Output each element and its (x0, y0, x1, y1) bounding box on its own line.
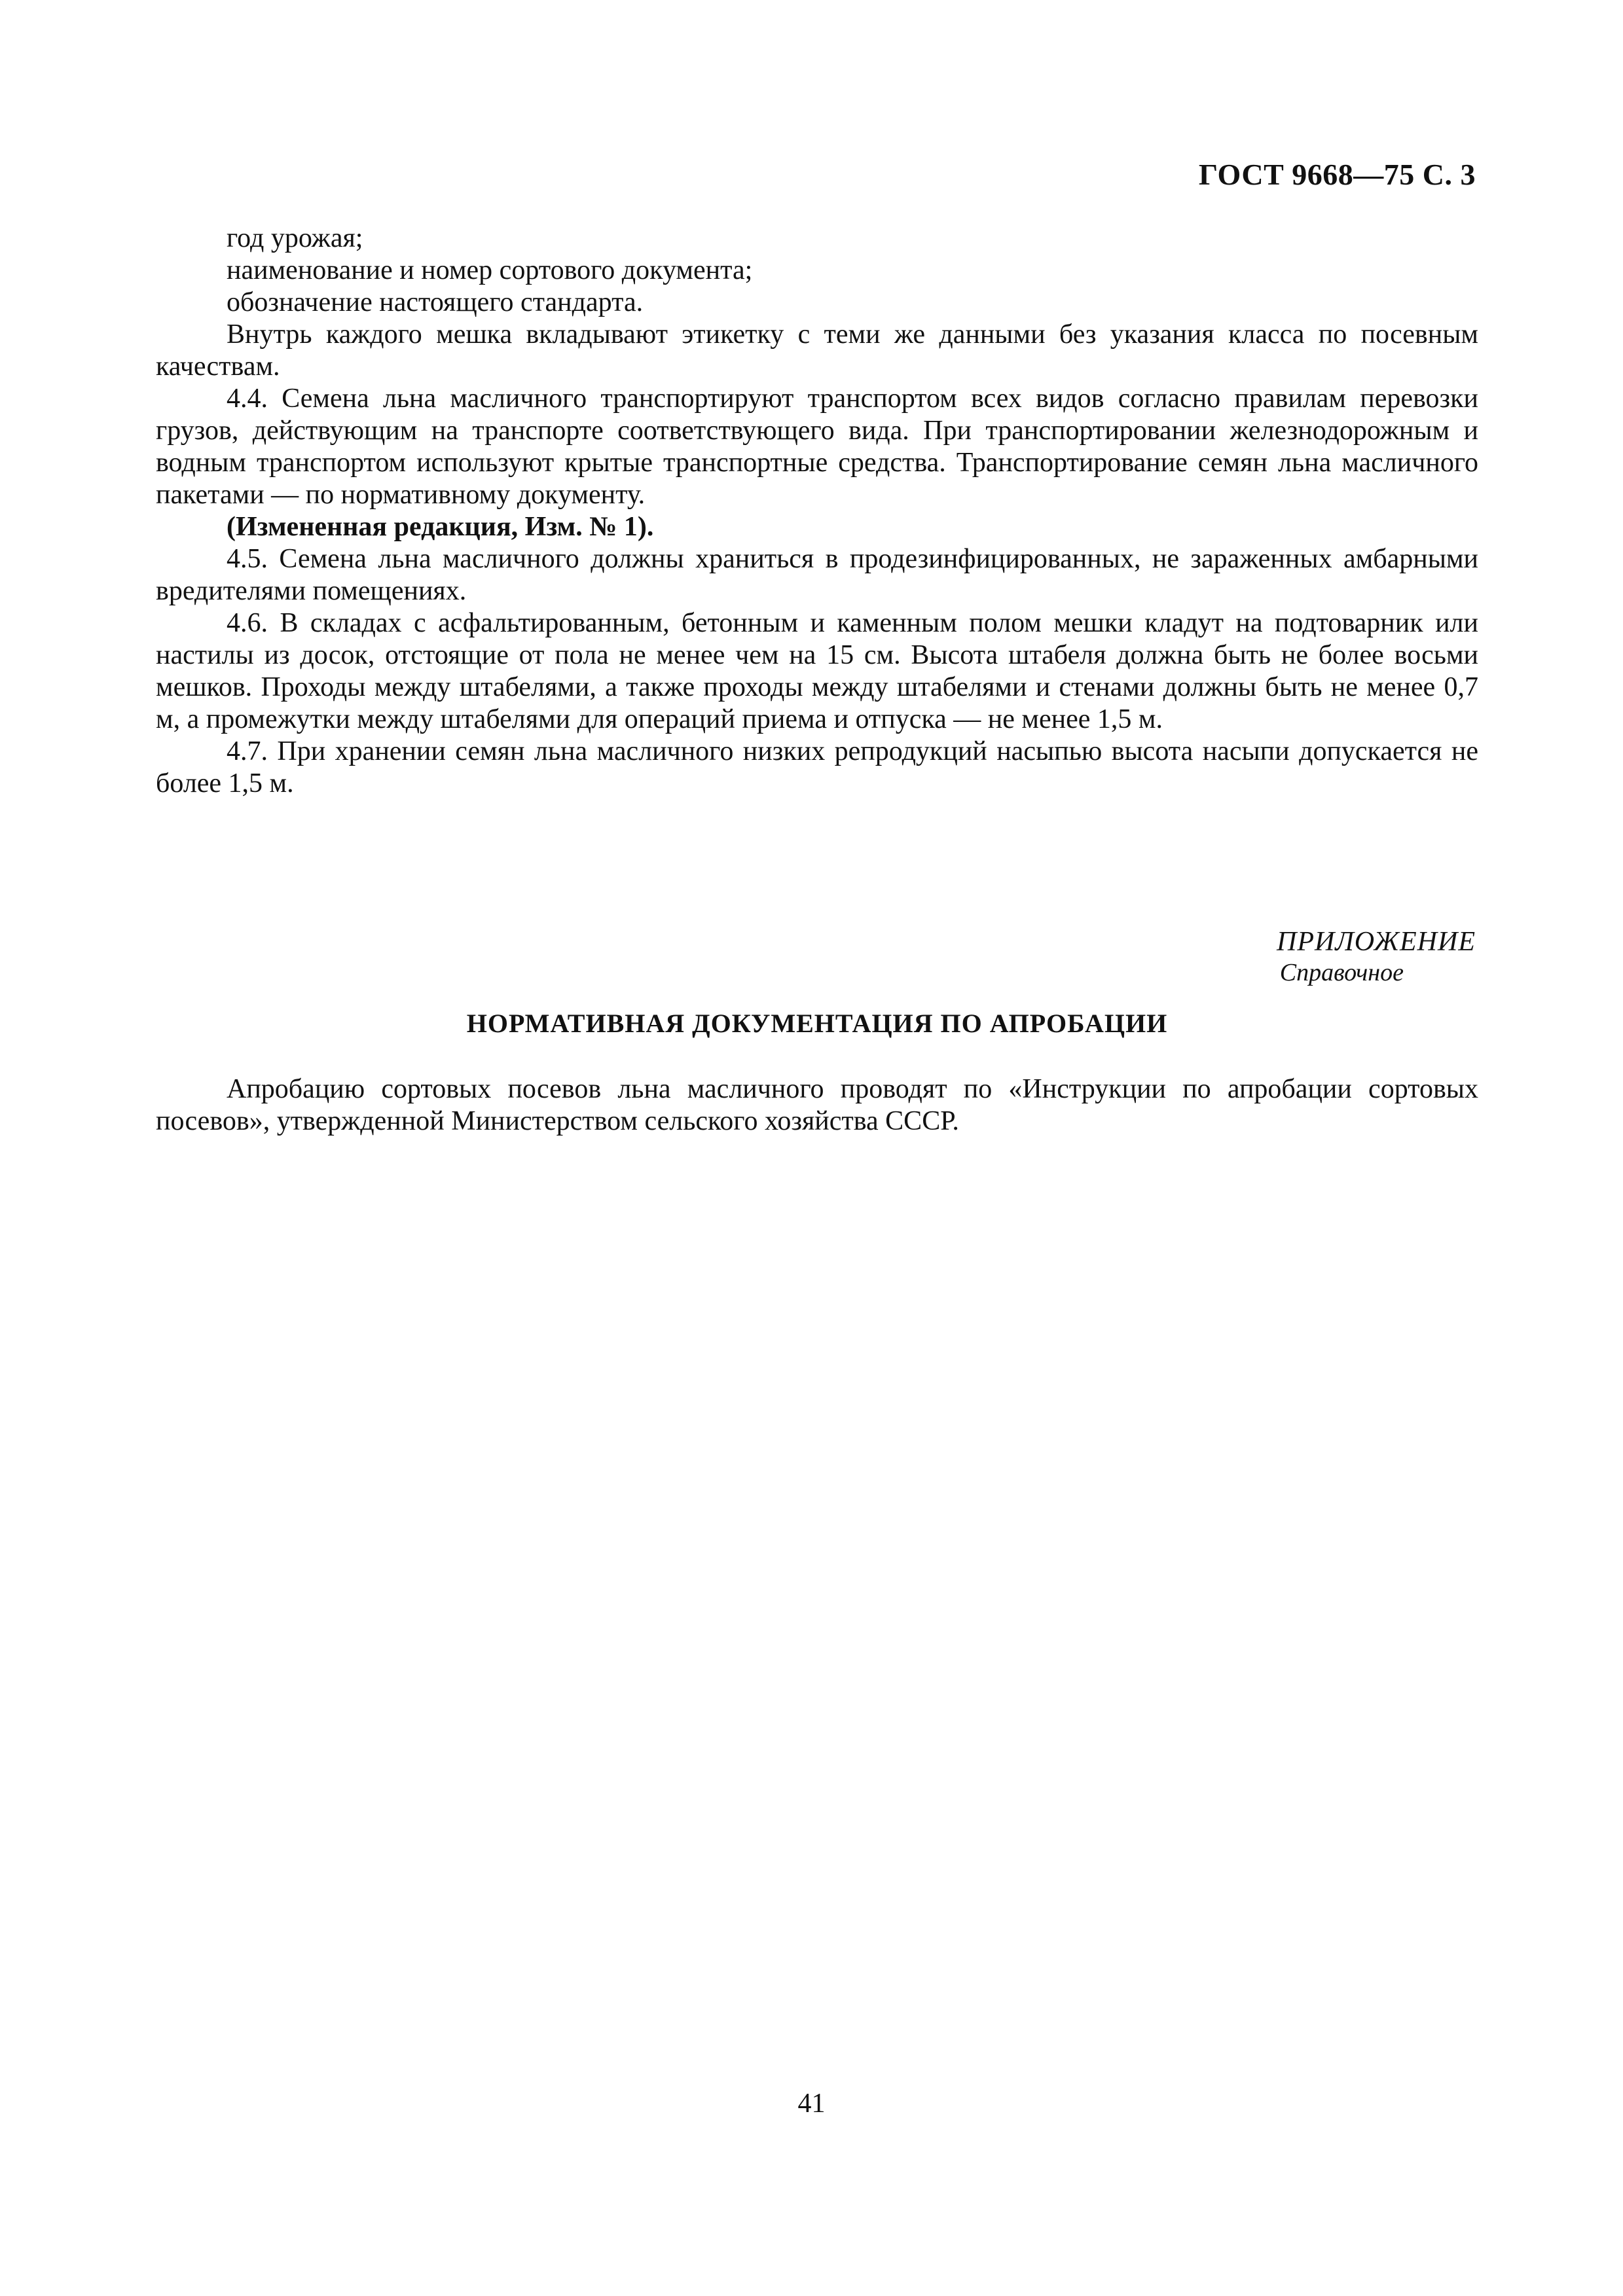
appendix-body (156, 1073, 1478, 1138)
appendix-paragraph: Апробацию сортовых посевов льна масличного проводят по «Инструкции по апробации сортовых посевов», утвержденной Министерством сельского хозяйства СССР. (156, 1074, 1478, 1136)
paragraph-4-4-transport: 4.4. Семена льна масличного транспортируют транспортом всех видов согласно правилам перевозки грузов, действующим на транспорте соответствующего вида. При транспортировании железнодорожным и водным транспортом используют крытые транспортные средства. Транспортирование семян льна масличного пакетами — по нормативному документу. (156, 384, 1478, 510)
appendix-type: Справочное (1279, 959, 1404, 986)
paragraph-label-inside-bag: Внутрь каждого мешка вкладывают этикетку с теми же данными без указания класса по посевным качествам. (156, 319, 1478, 382)
amendment-note: (Измененная редакция, Изм. № 1). (227, 512, 654, 542)
list-item-variety-document: наименование и номер сортового документа; (227, 255, 753, 285)
paragraph-4-5-storage: 4.5. Семена льна масличного должны храниться в продезинфицированных, не зараженных амбарными вредителями помещениях. (156, 544, 1478, 606)
paragraph-4-6-warehouses: 4.6. В складах с асфальтированным, бетонным и каменным полом мешки кладут на подтоварник или настилы из досок, отстоящие от пола не менее чем на 15 см. Высота штабеля должна быть не более восьми мешков. Проходы между штабелями, а также проходы между штабелями и стенами должны быть не менее 0,7 м, а промежутки между штабелями для операций приема и отпуска — не менее 1,5 м. (156, 608, 1478, 734)
document-body (156, 223, 1478, 800)
page-number: 41 (797, 2089, 826, 2119)
list-item-standard-designation: обозначение настоящего стандарта. (227, 287, 644, 317)
paragraph-4-7-bulk-storage: 4.7. При хранении семян льна масличного низких репродукций насыпью высота насыпи допускается не более 1,5 м. (156, 736, 1478, 798)
list-item-harvest-year: год урожая; (227, 223, 363, 253)
appendix-label: ПРИЛОЖЕНИЕ (1277, 927, 1476, 957)
appendix-title: НОРМАТИВНАЯ ДОКУМЕНТАЦИЯ ПО АПРОБАЦИИ (466, 1009, 1168, 1038)
document-header-code: ГОСТ 9668—75 С. 3 (1198, 158, 1476, 191)
appendix-heading-block (1277, 926, 1476, 988)
